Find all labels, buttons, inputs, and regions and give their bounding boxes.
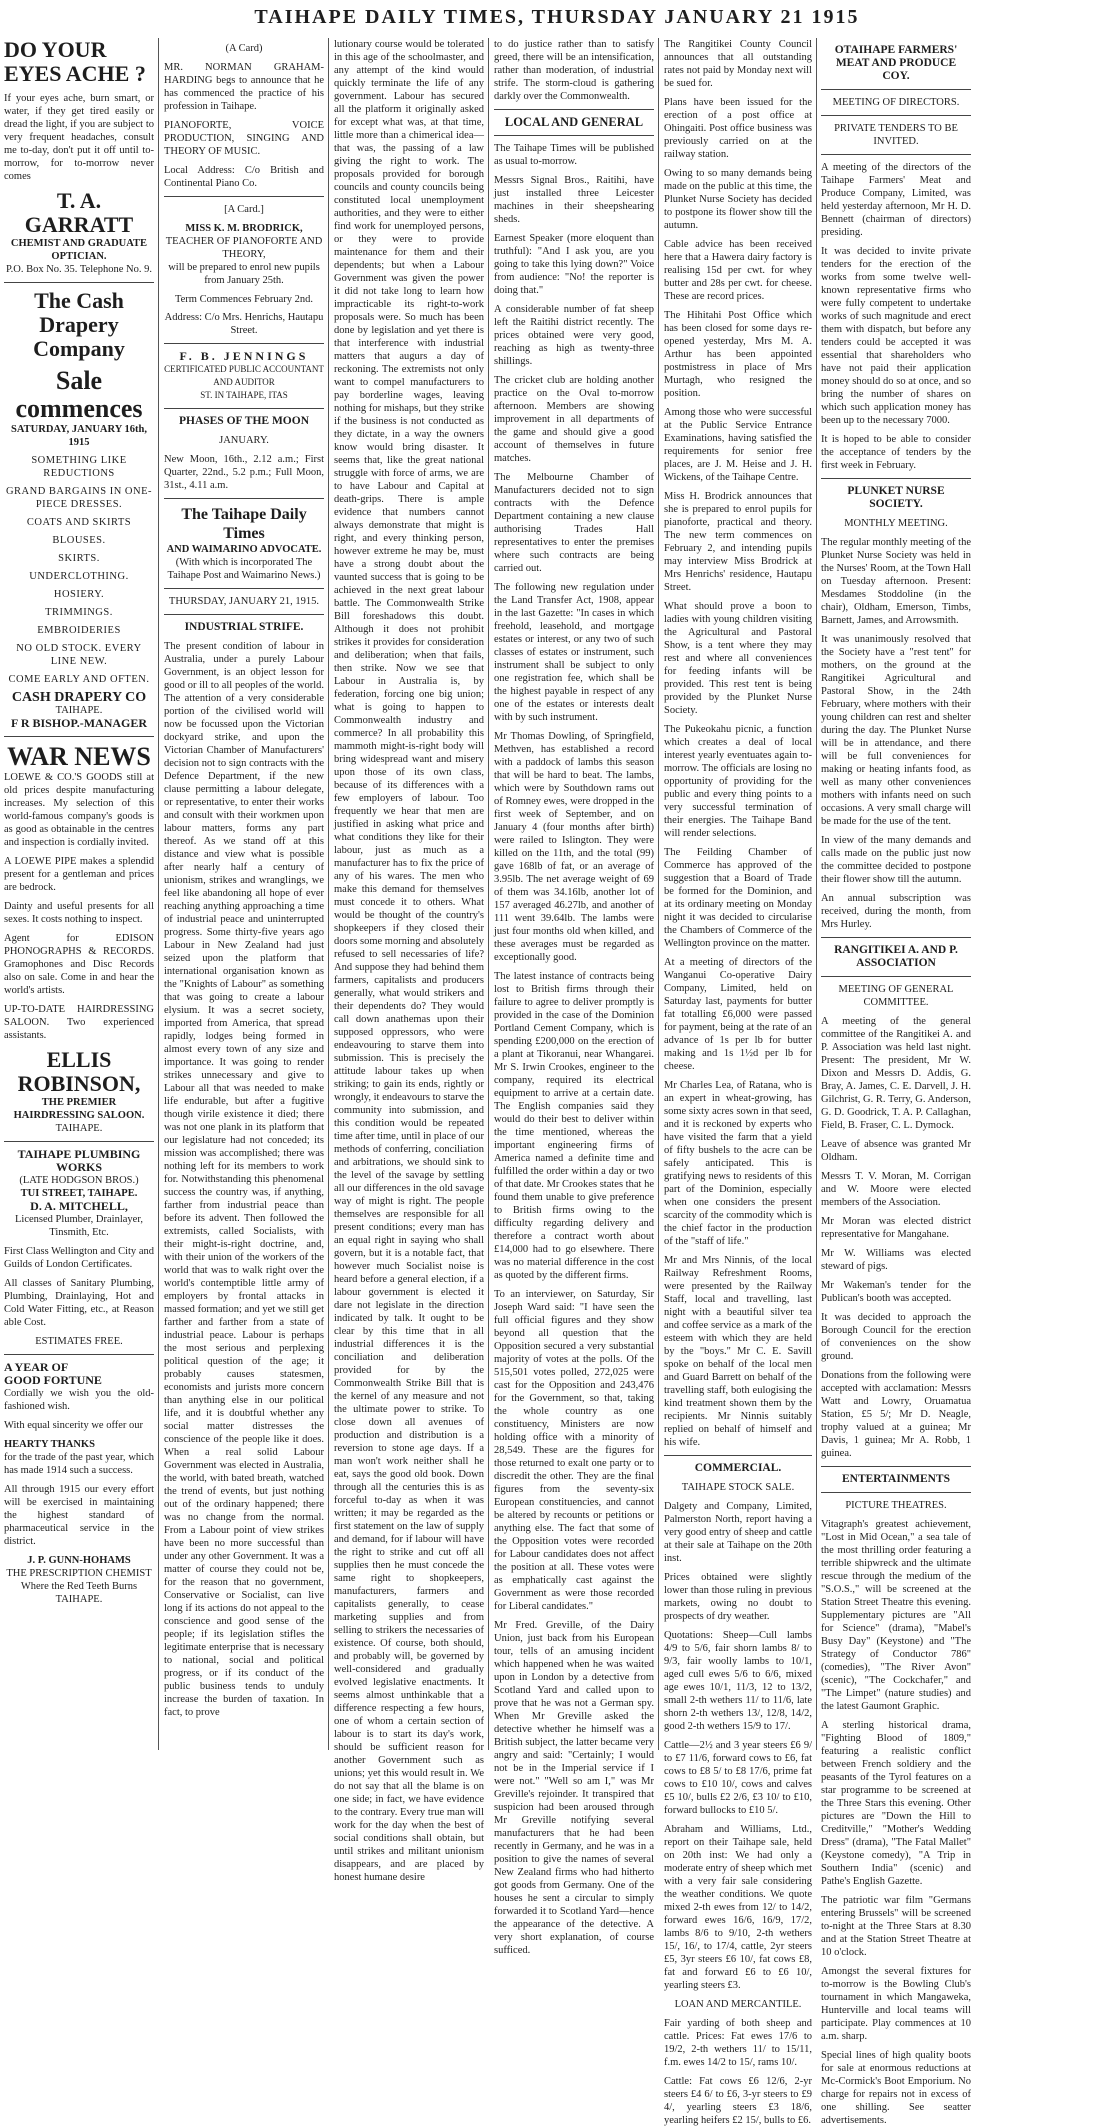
stock-paragraph: Prices obtained were slightly lower than those ruling in previous markets, owing no doubt to prospects of dry weather. <box>664 1572 812 1622</box>
meat-coy-paragraph: A meeting of the directors of the Taihape Farmers' Meat and Produce Company, Limited, was held yesterday afternoon, Mr H. D. Bennett (chairman of directors) presiding. <box>821 162 971 238</box>
date-line: THURSDAY, JANUARY 21, 1915. <box>168 596 320 607</box>
loan-paragraph: Cattle: Fat cows £6 12/6, 2-yr steers £4 6/ to £6, 3-yr steers to £9 4/, yearling steers £3 18/6, yearling heifers £2 15/, bulls to £6. <box>664 2076 812 2126</box>
stock-paragraph: Quotations: Sheep—Cull lambs 4/9 to 5/6, fair shorn lambs 8/ to 9/3, fair woolly lambs to 10/1, aged cull ewes 5/6 to 6/6, mixed age ewes 10/1, 11/3, 12 to 13/2, small 2-th wethers 11/ to 11/6, late shorn 2-th wethers 13/, 12/8, 14/2, good 2-th wethers 15/9 to 17/. <box>664 1630 812 1732</box>
column-cards-editorial <box>164 38 324 1750</box>
moon-heading: PHASES OF THE MOON <box>178 415 310 427</box>
column-news-commercial <box>664 38 812 2126</box>
card-term: Term Commences February 2nd. <box>174 294 314 305</box>
gunn-where: Where the Red Teeth Burns <box>20 1581 138 1592</box>
sale-item: SOMETHING LIKE REDUCTIONS <box>31 455 127 479</box>
year-paragraph: for the trade of the past year, which has made 1914 such a success. <box>4 1452 154 1476</box>
column-rule <box>158 38 159 1750</box>
moon-month: JANUARY. <box>219 435 269 446</box>
war-news-paragraph: UP-TO-DATE HAIRDRESSING SALOON. Two experienced assistants. <box>4 1004 154 1041</box>
news-item: Owing to so many demands being made on the public at this time, the Plunket Nurse Society has decided to postpone its flower show till the autumn. <box>664 168 812 231</box>
news-item: The Melbourne Chamber of Manufacturers decided not to sign contracts with the Defence Department containing a new clause authorising Trades Hall representatives to enter the premises where such contracts are being carried out. <box>494 472 654 574</box>
news-item: The Pukeokahu picnic, a function which creates a deal of local interest yearly eventuates again to-morrow. The officials are losing no opportunity of providing for the public and every thing points to a very successful termination of their energies. The Taihape Band will render selections. <box>664 724 812 839</box>
divider <box>4 1141 154 1142</box>
ellis-robinson-name: ELLIS ROBINSON, <box>17 1047 141 1096</box>
war-news-paragraph: A LOEWE PIPE makes a splendid present for a gentleman and prices are bedrock. <box>4 856 154 893</box>
meat-coy-heading: OTAIHAPE FARMERS' MEAT AND PRODUCE COY. <box>834 44 958 82</box>
rangitikei-paragraph: Donations from the following were accepted with acclamation: Messrs Watt and Lowry, Oruamatua Station, £5 5/; Mr D. Neagle, trophy valued at a guinea; Mr Davis, 1 guinea; Mr A. Robb, 1 guinea. <box>821 1370 971 1459</box>
commercial-heading: COMMERCIAL. <box>694 1462 782 1474</box>
news-item: The Feilding Chamber of Commerce has approved of the suggestion that a Board of Trade be formed for the Dominion, and at its ordinary meeting on Monday night it was decided to circularise the Chambers of Commerce of the Wellington province on the matter. <box>664 847 812 949</box>
rangitikei-paragraph: Leave of absence was granted Mr Oldham. <box>821 1139 971 1163</box>
sale-item: GRAND BARGAINS IN ONE-PIECE DRESSES. <box>5 486 153 510</box>
entertainments-paragraph: The patriotic war film "Germans entering Brussels" will be screened to-night at the Three Stars at 8.30 and at the Station Street Theatre at 10 o'clock. <box>821 1895 971 1958</box>
plumbing-owner: D. A. MITCHELL, <box>30 1199 128 1213</box>
news-item: Mr Fred. Greville, of the Dairy Union, just back from his European tour, tells of an amusing incident which happened when he was waited upon in London by a detective from Scotland Yard and called upon to prove that he was not a German spy. When Mr Greville asked the detective whether he himself was a British subject, the latter became very angry and said: "Certainly; I would not be in the Imperial service if I were not." "Well so am I," was Mr Greville's rejoinder. It transpired that suspicion had been aroused through Mr Greville notifying several manufacturers that he had been recently in Germany, and he was in a position to give the names of several New Zealand firms who had hitherto got goods from Germany. One of the houses he sent a circular to simply forwarded it to Scotland Yard—hence the appearance of the detective. A very short explanation, of course sufficed. <box>494 1620 654 1956</box>
column-advertisements <box>4 38 154 1750</box>
war-news-paragraph: Dainty and useful presents for all sexes. It costs nothing to inspect. <box>4 901 154 925</box>
card-name: MISS K. M. BRODRICK, <box>185 223 303 234</box>
divider <box>494 135 654 136</box>
stock-paragraph: Cattle—2½ and 3 year steers £6 9/ to £7 11/6, forward cows to £6, fat cows to £8 5/ to £8 17/6, prime fat cows to £10 10/, cows and calves £5 10/, bulls £2 2/6, £3 10/ to £10, forward bullocks to £10 5/. <box>664 1740 812 1816</box>
editorial-paragraph: to do justice rather than to satisfy greed, there will be an intensification, rather than moderation, of industrial strife. The storm-cloud is gathering darkly over the Commonwealth. <box>494 39 654 102</box>
plunket-paragraph: The regular monthly meeting of the Plunket Nurse Society was held in the Nurses' Room, at the Town Hall on Tuesday afternoon. Present: Mesdames Stoddoline (in the chair), Oldham, Emerson, Timbs, Barnett, James, and Arrowsmith. <box>821 537 971 626</box>
news-item: The Rangitikei County Council announces that all outstanding rates not paid by Monday next will be sued for. <box>664 39 812 89</box>
stock-paragraph: Abraham and Williams, Ltd., report on their Taihape sale, held on 20th inst: We had only a moderate entry of sheep which met with a very fair sale considering the weather conditions. We quote mixed 2-th ewes from 12/ to 14/2, forward ewes 16/6, 16/9, 17/2, lambs 8/6 to 9/10, 2-th wethers 15/, 16/, to 17/4, cattle, 2yr steers £5, 3yr steers £6 10/, fat cows £8, fat and forward £6 to £6 10/, yearling steers £3. <box>664 1824 812 1991</box>
sale-item: COME EARLY AND OFTEN. <box>8 674 150 685</box>
editorial-paragraph: lutionary course would be tolerated in this age of the schoolmaster, and any attempt of the kind would quickly terminate the life of any government. Labour has secured all the platform it originally asked for except what was, at that time, little more than a chimerical idea—that was, the passing of a law giving the right to work. The proposals provided for borough councils and county councils being constituted local unemployment authorities, and they were to either find work for unemployed persons, or they were to provide maintenance for them and their dependents; but when a Labour Government was given the power it did not take long to learn how impracticable its right-to-work proposals were. So much has been done by legislation and yet there is that interference with industrial matters that augurs a day of reckoning. The extremists not only want to compel manufacturers to pay borderline wages, leaving nothing for mishaps, but they strike if the business is not conducted as they dictate, in a way the owners know would bring disaster. It seems that, like the great national struggle with force of arms, we are to have Labour and Capital at death-grips. There is ample evidence that numbers cannot always demonstrate that might is right, and every thinking person, however extreme he may be, must have a strong doubt about the vaunted success that is going to be achieved in the next great labour battle. The Commonwealth Strike Bill foreshadows this doubt. Although it does not prohibit strikes it provides for consideration and deliberation; when that fails, then strike. Now we see that Labour in Australia is, by federation, forcing one big union; what is going to happen to Commonwealth industry and commerce? In all probability this mammoth might-is-right body will bring widespread want and misery upon those of its own class, because of its differences with a few employers of labour. Too frequently we hear that men are justified in asking what price and what conditions they like for their labour, just as much as a manufacturer has to fix the price of any of his wares. The men who make this demand for themselves must concede it to others. What would be thought of the country's shopkeepers if they closed their doors some morning and absolutely refused to sell necessaries of life? And suppose they had behind them farmers, capitalists and producers generally, what would strikers and their dependents do? They would call down anathemas upon their supposed oppressors, who were endeavouring to starve them into submission. This is precisely the attitude labour takes up when striking; to gain its ends, rightly or wrongly, it endeavours to starve the community into submission, and this condition would be repeated time after time, until in place of our methods of conferring, conciliation and arbitrations, we should sink to the level of the savage by settling all our differences in the old savage way of might is right. The people themselves are responsible for all present conditions; every man has an equal right in saying who shall govern, but it is a notable fact, that however much Socialist noise is heard before a general election, if a labour government is elected it dare not legislate in the direction indicated by talk. It ought to be clear by this time that in all industrial differences it is the conciliation and deliberation provided for by the Commonwealth Strike Bill that is the kernel of any measure and not the ultimate power to strike. To close down all avenues of production and distribution is a reversion to stone age days. If a man won't work neither shall he eat, says the good old book. Down through all the centuries this is as forceful to-day as when it was written; it may be regarded as the first statement on the law of supply and demand, for if labour will have the right to strike and cut off all supplies then he must concede the same right to shopkeepers, manufacturers, farmers and capitalists generally, to cease marketing supplies and from selling to strikers the necessaries of existence. Of course, both should, and probably will, be governed by well-considered and gradually evolved legislative enactments. It seems almost unthinkable that a difference respecting a few hours, one of whom a certain section of labour is to start its day's work, should be sufficient reason for another Government such as unions; yet this would result in. We do not say that all the blame is on one side; in fact, we have evidence to the contrary. Every true man will work for the day when the best of social conditions shall obtain, but until strikes and militant unionism disappears, and are placed by honest humane desire <box>334 39 484 1883</box>
news-item: Among those who were successful at the Public Service Entrance Examinations, having satisfied the requirements for senior free places, are J. M. Heise and J. H. Wickens, of the Taihape Centre. <box>664 407 812 483</box>
loan-paragraph: Fair yarding of both sheep and cattle. Prices: Fat ewes 17/6 to 19/2, 2-th wethers 11/ to 15/11, f.m. ewes 14/2 to 15/, rams 10/. <box>664 2018 812 2068</box>
rangitikei-sub: MEETING OF GENERAL COMMITTEE. <box>838 984 954 1008</box>
sale-date: SATURDAY, JANUARY 16th, 1915 <box>11 424 147 448</box>
news-item: The Hihitahi Post Office which has been closed for some days re-opened yesterday, Mrs M. A. Arthur has been appointed postmistress in place of Mrs Murtagh, who resigned the position. <box>664 310 812 399</box>
rangitikei-paragraph: Mr W. Williams was elected steward of pigs. <box>821 1248 971 1272</box>
plumbing-sub: (LATE HODGSON BROS.) <box>19 1175 139 1186</box>
entertainments-paragraph: Vitagraph's greatest achievement, "Lost in Mid Ocean," a sea tale of the most thrilling order featuring a terrible shipwreck and the ultimate rescue through the medium of the "S.O.S.," will be screened at the Station Street Theatre this evening. Supplementary pictures are "All for Science" (drama), "Mabel's Busy Day" (Keystone) and "The Strategy of Conductor 786" (comedies), "The River Avon" (scenic), "The Cockchafer," and "The Limpet" (nature studies) and the latest Gaumont Graphic. <box>821 1519 971 1712</box>
war-news-paragraph: LOEWE & CO.'S GOODS still at old prices despite manufacturing increases. My selection of this world-famous company's goods is as good as obtainable in the centres and inspection is cordially invited. <box>4 772 154 848</box>
divider <box>821 115 971 116</box>
entertainments-paragraph: Special lines of high quality boots for sale at enormous reductions at Mc-Cormick's Boot Emporium. No charge for repairs not in excess of one shilling. See seatter advertisements. <box>821 2050 971 2126</box>
news-item: A considerable number of fat sheep left the Raitihi district recently. The prices obtained were very good, reaching as high as twenty-three shillings. <box>494 304 654 367</box>
paper-subtitle: AND WAIMARINO ADVOCATE. <box>166 544 322 555</box>
year-paragraph: Cordially we wish you the old-fashioned wish. <box>4 1388 154 1412</box>
garratt-title: CHEMIST AND GRADUATE OPTICIAN. <box>10 238 148 262</box>
year-thanks: HEARTY THANKS <box>4 1439 95 1450</box>
column-editorial-continued <box>334 38 484 1883</box>
gunn-name: J. P. GUNN-HOHAMS <box>27 1555 131 1566</box>
card-label: (A Card) <box>225 43 263 54</box>
column-rule <box>658 38 659 1750</box>
news-item: Mr and Mrs Ninnis, of the local Railway Refreshment Rooms, were presented by the Railway Staff, local and travelling, last night with a beautiful silver tea and coffee service as a mark of the esteem with which they are held by the "boys." Mr C. E. Savill spoke on behalf of the local men and Guard Barrett on behalf of the travelling staff, both eulogising the kind treatment shown them by the recipients. Mr Ninnis suitably replied on behalf of himself and his wife. <box>664 1255 812 1448</box>
war-news-heading: WAR NEWS <box>7 742 151 771</box>
sale-item: NO OLD STOCK. EVERY LINE NEW. <box>16 643 142 667</box>
card-title: TEACHER OF PIANOFORTE AND THEORY, <box>165 236 323 260</box>
divider <box>164 408 324 409</box>
rangitikei-paragraph: Messrs T. V. Moran, M. Corrigan and W. Moore were elected members of the Association. <box>821 1171 971 1208</box>
entertainments-sub: PICTURE THEATRES. <box>845 1500 947 1511</box>
sale-item: EMBROIDERIES <box>37 625 121 636</box>
paper-title: The Taihape Daily Times <box>181 506 307 542</box>
plunket-heading: PLUNKET NURSE SOCIETY. <box>847 485 945 510</box>
year-heading-2: GOOD FORTUNE <box>4 1373 102 1387</box>
divider <box>821 89 971 90</box>
card-body: Local Address: C/o British and Continental Piano Co. <box>164 165 324 189</box>
divider <box>821 478 971 479</box>
column-local-general <box>494 38 654 1956</box>
divider <box>164 196 324 197</box>
loan-heading: LOAN AND MERCANTILE. <box>674 1999 802 2010</box>
entertainments-paragraph: A sterling historical drama, "Fighting Blood of 1809," featuring a realistic conflict between French soldiery and the peasants of the Tyrol features on a star programme to be screened at the Three Stars this evening. Other pictures are "Down the Hill to Creditville," "Mother's Wedding Dress" (drama), "The Fatal Mallet" (Keystone comedy), "A Trip in Southern India" (scenic) and Pathe's English Gazette. <box>821 1720 971 1887</box>
news-item: Messrs Signal Bros., Raitihi, have just installed three Leicester machines in their sheepshearing sheds. <box>494 175 654 225</box>
war-news-paragraph: Agent for EDISON PHONOGRAPHS & RECORDS. Gramophones and Disc Records also on sale. Come in and hear the world's artists. <box>4 933 154 996</box>
card-address: Address: C/o Mrs. Henrichs, Hautapu Street. <box>164 312 324 336</box>
news-item: Earnest Speaker (more eloquent than truthful): "And I ask you, are you going to take this lying down?" Voice from audience: "No! the reporter is doing that." <box>494 233 654 296</box>
year-heading: A YEAR OF <box>4 1360 69 1374</box>
divider <box>164 498 324 499</box>
card-body: MR. NORMAN GRAHAM-HARDING begs to announce that he has commenced the practice of his profession in Taihape. <box>164 62 324 112</box>
plumbing-street: TUI STREET, TAIHAPE. <box>20 1188 138 1199</box>
eyes-ad-heading: DO YOUR EYES ACHE ? <box>4 37 146 86</box>
editorial-paragraph: The present condition of labour in Australia, under a purely Labour Government, is an object lesson for good or ill to all peoples of the world. The attention of a very considerable portion of the civilised world will now be focussed upon the Victorian dockyard strike, and upon the Victorian Chamber of Manufacturers' decision not to sign contracts with the Defence Department, if the new clause permitting a labour delegate, or representative, to enter their works and consult with their workmen upon labour matters, forms any part thereof. As we stand off at this distance and view what is possible after nearly half a century of unionism, strikes and wranglings, we feel like abandoning all hope of ever reaching anything approaching a time of industrial peace and uninterrupted progress. Some thirty-five years ago Labour in New Zealand had just seized upon the platform that international organisation known as the "Knights of Labour" as something that was going to create a labour elysium. It was a secret society, imported from America, that spread rapidly, lodges being formed in almost every town of any size and importance. It was going to render strikes unnecessary and give to Labour all that was needed to make life endurable, but after a fugitive though virile existence it died; there was not one plank in its platform that our legislature had not conceded; its mission was accomplished; there was nothing left for its members to work for. Notwithstanding this phenomenal success the country was, if anything, farther from industrial peace than before its advent. Then followed the extremists, called Socialists, with their might-is-right doctrine, and, with their union of the workers of the world that was to walk right over the world's contemptible little army of employers by frontal attacks in massed formation; and yet we still get farther and farther from a state of industrial peace. Labour is perhaps the most serious and perplexing political question of the age; it probably causes statesmen, economists and jurists more concern than anything else in our political life, and it is doubtful whether any social matter distresses the conscience of the people like it does. When a real solid Labour Government was elected in Australia, the world, with bated breath, watched the trend of events, but just nothing out of the ordinary happened; there was no change from the normal. From a Labour point of view strikes have been no more successful than under any other Government. It was a matter of course they could not be, for the reason that no government, Conservative or Socialist, can live long if its actions do not appeal to the conscience and good sense of the people; if its legislation stifles the legitimate enterprise that is necessary to national, social and political progress, or if its conduct of the public business tends to unduly increase the burden of taxation. In fact, to prove <box>164 641 324 1718</box>
divider <box>494 109 654 110</box>
news-item: To an interviewer, on Saturday, Sir Joseph Ward said: "I have seen the full official figures and they show beyond all question that the Opposition secured a very substantial majority of votes at the polls. Of the 515,501 votes polled, 272,025 were cast for the Opposition and 243,476 for the Government, so that, taking the whole country as one constituency, Ministers are now holding office with a minority of 28,549. These are the figures for those returned to exalt one party or to discredit the other. They are the final figures from the seventy-six European constituencies, and cannot be altered by recounts or petitions or anything else. The fact that some of the Opposition votes were recorded for Labour candidates does not affect the position at all. These votes were as emphatically cast against the Government as were those recorded for Liberal candidates." <box>494 1289 654 1612</box>
jennings-title: CERTIFICATED PUBLIC ACCOUNTANT AND AUDITOR <box>164 364 324 387</box>
year-paragraph: All through 1915 our every effort will be exercised in maintaining the highest standard of pharmaceutical service in the district. <box>4 1484 154 1547</box>
divider <box>821 1466 971 1467</box>
stock-sale-heading: TAIHAPE STOCK SALE. <box>681 1482 795 1493</box>
card-body: PIANOFORTE, VOICE PRODUCTION, SINGING AND THEORY OF MUSIC. <box>164 120 324 157</box>
news-item: The cricket club are holding another practice on the Oval to-morrow afternoon. Members are showing improvement in all departments of the game and should give a good account of themselves in future matches. <box>494 375 654 464</box>
gunn-sub: THE PRESCRIPTION CHEMIST <box>6 1568 152 1579</box>
divider <box>164 614 324 615</box>
plumbing-cert: First Class Wellington and City and Guilds of London Certificates. <box>4 1246 154 1270</box>
divider <box>821 937 971 938</box>
plunket-sub: MONTHLY MEETING. <box>844 518 948 529</box>
rangitikei-paragraph: Mr Wakeman's tender for the Publican's booth was accepted. <box>821 1280 971 1304</box>
rangitikei-paragraph: Mr Moran was elected district representative for Mangahane. <box>821 1216 971 1240</box>
ellis-robinson-sub: THE PREMIER HAIRDRESSING SALOON. <box>13 1097 145 1121</box>
paper-note: (With which is incorporated The Taihape Post and Waimarino News.) <box>167 557 321 581</box>
masthead: TAIHAPE DAILY TIMES, THURSDAY JANUARY 21 1915 <box>254 6 860 28</box>
news-item: The following new regulation under the Land Transfer Act, 1908, appear in the last Gazette: "In cases in which freehold, leasehold, and mortgage estates or interest, or any two of such classes of estates or instrument, such instrument shall be subject to only one registration fee, which shall be the highest payable in respect of any one of the estates or interests dealt with by such instrument. <box>494 582 654 723</box>
cash-co-manager: F R BISHOP.-MANAGER <box>10 716 148 730</box>
divider <box>164 343 324 344</box>
news-item: Mr Charles Lea, of Ratana, who is an expert in wheat-growing, has some sixty acres sown in that seed, and it is reckoned by experts who have visited the farm that a yield of fifty bushels to the acre can be safely anticipated. This is gratifying news to residents of this part of the Dominion, especially when one considers the present scarcity of the commodity which is the chief factor in the production of the "staff of life." <box>664 1080 812 1247</box>
column-rule <box>816 38 817 1750</box>
meat-coy-sub: PRIVATE TENDERS TO BE INVITED. <box>834 123 958 147</box>
sale-item: COATS AND SKIRTS <box>26 517 132 528</box>
plumbing-body: All classes of Sanitary Plumbing, Plumbing, Drainlaying, Hot and Cold Water Fitting, etc., at Reason able Cost. <box>4 1278 154 1328</box>
rangitikei-paragraph: It was decided to approach the Borough Council for the erection of conveniences on the show ground. <box>821 1312 971 1362</box>
column-rule <box>328 38 329 1750</box>
divider <box>4 1354 154 1355</box>
meat-coy-sub: MEETING OF DIRECTORS. <box>832 97 960 108</box>
plumbing-estimates: ESTIMATES FREE. <box>35 1336 123 1347</box>
ellis-robinson-town: TAIHAPE. <box>55 1123 103 1134</box>
entertainments-paragraph: Amongst the several fixtures for to-morrow is the Bowling Club's tournament in which Mangaweka, Hunterville and local teams will participate. Play commences at 10 a.m. sharp. <box>821 1966 971 2042</box>
rangitikei-paragraph: A meeting of the general committee of the Rangitikei A. and P. Association was held last night. Present: The president, Mr W. Dixon and Messrs D. Addis, G. Bray, A. James, C. E. Darvell, J. H. Gilchrist, G. R. Terry, G. Anderson, G. D. Goodrick, T. A. P. Callaghan, Field, B. Fraser, C. L. Dymock. <box>821 1016 971 1131</box>
column-rule <box>488 38 489 1750</box>
divider <box>4 736 154 737</box>
card-body: will be prepared to enrol new pupils from January 25th. <box>168 262 320 286</box>
news-item: The latest instance of contracts being lost to British firms through their failure to agree to deliver promptly is provided in the case of the Dominion Portland Cement Company, which is spending £200,000 on the erection of a plant at Tikoranui, near Whangarei. Mr S. Irwin Crookes, engineer to the company, required its electrical equipment to arrive at a certain date. The English companies said they would do their best to deliver within the time mentioned, whereas the important engineering firms of America named a definite time and fulfilled the order within a day or two of that date. Mr Crookes states that he found them unable to give preference to British firms owing to the difficulty regarding delivery and therefore a contract worth about £14,000 had to go elsewhere. There was no material difference in the cost as quoted by the different firms. <box>494 971 654 1281</box>
rangitikei-heading: RANGITIKEI A. AND P. ASSOCIATION <box>834 944 958 969</box>
plunket-paragraph: In view of the many demands and calls made on the public just now the committee decided to postpone their flower show till the autumn. <box>821 835 971 885</box>
jennings-address: ST. IN TAIHAPE, ITAS <box>200 390 288 400</box>
card-label: [A Card.] <box>224 204 264 215</box>
news-item: Cable advice has been received here that a Hawera dairy factory is realising 15d per cwt. for whey butter and 28s per cwt. for cheese. These are record prices. <box>664 239 812 302</box>
cash-drapery-title: The Cash Drapery Company <box>33 288 125 361</box>
sale-item: TRIMMINGS. <box>45 607 113 618</box>
news-item: At a meeting of directors of the Wanganui Co-operative Dairy Company, Limited, held on Saturday last, payments for butter fat totalling £6,000 were passed for payment, being at the rate of an advance of 1s per lb for butter making and 1s 1½d per lb for cheese. <box>664 957 812 1072</box>
moon-body: New Moon, 16th., 2.12 a.m.; First Quarter, 22nd., 5.2 p.m.; Full Moon, 31st., 4.11 a.m. <box>164 454 324 491</box>
divider <box>4 282 154 283</box>
divider <box>164 588 324 589</box>
news-item: What should prove a boon to ladies with young children visiting the Agricultural and Pastoral Show, is a tent where they may rest and where all conveniences for feeding infants will be provided. This rest tent is being provided by the Plunket Nurse Society. <box>664 601 812 716</box>
sale-item: HOSIERY. <box>53 589 105 600</box>
entertainments-heading: ENTERTAINMENTS <box>841 1473 950 1485</box>
plunket-paragraph: It was unanimously resolved that the Society have a "rest tent" for mothers, on the ground at the Rangitikei Agricultural and Pastoral Show, in the 24th February, where mothers with their young children can rest and shelter during the day. The Plunket Nurse will be in attendance, and there will be full conveniences for making or heating infants food, as well as many other conveniences mothers with infants need on such occasions. A very small charge will be made for the use of the tent. <box>821 634 971 827</box>
meat-coy-paragraph: It was decided to invite private tenders for the erection of the works from some twelve well-known representative firms who were fully competent to undertake works of such magnitude and erect them with dispatch, but before any tenders could be accepted it was essential that shareholders who have not paid their application money should do so at once, and so bring the number of shares on which such application money has been up to the necessary 7000. <box>821 246 971 426</box>
garratt-name: T. A. GARRATT <box>24 188 134 237</box>
plumbing-trade: Licensed Plumber, Drainlayer, Tinsmith, Etc. <box>14 1214 144 1238</box>
news-item: Plans have been issued for the erection of a post office at Ohingaiti. Post office business was previously carried on at the railway station. <box>664 97 812 160</box>
divider <box>664 1455 812 1456</box>
sale-heading: Sale commences <box>15 366 143 423</box>
column-meetings <box>821 38 971 2126</box>
sale-item: UNDERCLOTHING. <box>29 571 129 582</box>
meat-coy-paragraph: It is hoped to be able to consider the acceptance of tenders by the first week in February. <box>821 434 971 471</box>
plunket-paragraph: An annual subscription was received, during the month, from Mrs Hurley. <box>821 893 971 930</box>
plumbing-heading: TAIHAPE PLUMBING WORKS <box>17 1147 141 1174</box>
local-general-heading: LOCAL AND GENERAL <box>504 115 644 129</box>
divider <box>821 154 971 155</box>
news-item: The Taihape Times will be published as usual to-morrow. <box>494 143 654 167</box>
year-paragraph: With equal sincerity we offer our <box>4 1420 144 1431</box>
news-item: Miss H. Brodrick announces that she is prepared to enrol pupils for pianoforte, practical and theory. The new term commences on February 2, and intending pupils may interview Miss Brodrick at Mrs Henrichs' residence, Hautapu Street. <box>664 491 812 593</box>
divider <box>821 1492 971 1493</box>
cash-co-town: TAIHAPE. <box>55 705 103 716</box>
gunn-town: TAIHAPE. <box>55 1594 103 1605</box>
news-item: Mr Thomas Dowling, of Springfield, Methven, has established a record with a paddock of lambs this season that will be hard to beat. The lambs, which were by Southdown rams out of Romney ewes, were dropped in the first week of September, and on January 4 (four months after birth) were railed to Islington. They were killed on the 11th, and the total (99) gave 168lb of fat, or an average of 3.95lb. The net average weight of 69 of them was 34.16lb, another lot of 157 averaged 46.27lb, and another of 111 went 39.64lb. The lambs were just four months old when killed, and these averages must be regarded as exceptionally good. <box>494 731 654 963</box>
editorial-heading: INDUSTRIAL STRIFE. <box>184 621 304 633</box>
sale-item: SKIRTS. <box>58 553 100 564</box>
sale-item: BLOUSES. <box>52 535 106 546</box>
garratt-contact: P.O. Box No. 35. Telephone No. 9. <box>5 264 153 275</box>
eyes-ad-body: If your eyes ache, burn smart, or water, if they get tired easily or dread the light, if you are subject to very frequent headaches, consult me to-day, don't put it off until to-morrow, for to-morrow never comes <box>4 93 154 182</box>
divider <box>821 976 971 977</box>
cash-co-name: CASH DRAPERY CO <box>11 690 147 705</box>
jennings-name: F. B. JENNINGS <box>179 349 309 363</box>
stock-paragraph: Dalgety and Company, Limited, Palmerston North, report having a very good entry of sheep and cattle at their sale at Taihape on the 20th inst. <box>664 1501 812 1564</box>
